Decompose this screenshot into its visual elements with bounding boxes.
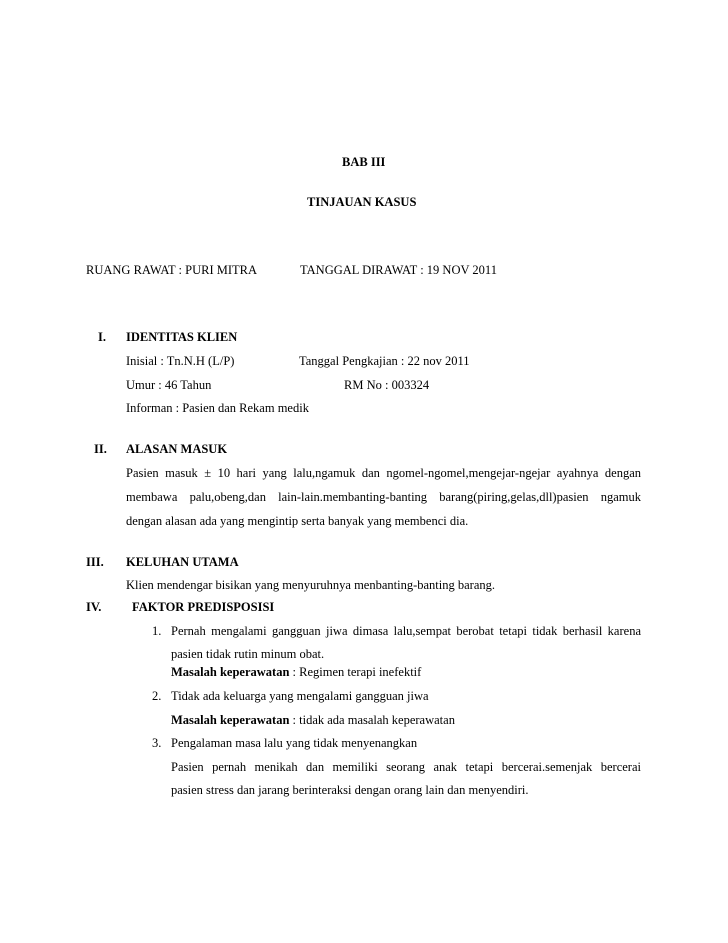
- chapter-label: BAB III: [342, 155, 386, 169]
- date-admitted-label: TANGGAL DIRAWAT : 19 NOV 2011: [300, 263, 497, 277]
- section-3-text: Klien mendengar bisikan yang menyuruhnya menbanting-banting barang.: [126, 578, 495, 592]
- section-4-numeral: IV.: [86, 600, 102, 614]
- initials-field: Inisial : Tn.N.H (L/P): [126, 354, 235, 368]
- age-field: Umur : 46 Tahun: [126, 378, 212, 392]
- list-item-1-line-1: Pernah mengalami gangguan jiwa dimasa lalu,sempat berobat tetapi tidak berhasil karena: [171, 624, 641, 638]
- section-2-line-3: dengan alasan ada yang mengintip serta banyak yang membenci dia.: [126, 514, 469, 528]
- list-item-number: 3.: [152, 736, 162, 750]
- section-2-numeral: II.: [94, 442, 107, 456]
- section-3-numeral: III.: [86, 555, 104, 569]
- section-2-line-1: Pasien masuk ± 10 hari yang lalu,ngamuk dan ngomel-ngomel,mengejar-ngejar ayahnya dengan: [126, 466, 641, 480]
- list-item-1-line-2: pasien tidak rutin minum obat.: [171, 647, 325, 661]
- list-item-3-line-2: Pasien pernah menikah dan memiliki seorang anak tetapi bercerai.semenjak bercerai: [171, 760, 641, 774]
- rm-number-field: RM No : 003324: [344, 378, 430, 392]
- problem-value: : tidak ada masalah keperawatan: [289, 713, 455, 727]
- section-1-heading: IDENTITAS KLIEN: [126, 330, 238, 344]
- problem-label: Masalah keperawatan: [171, 665, 290, 679]
- section-4-heading: FAKTOR PREDISPOSISI: [132, 600, 275, 614]
- section-2-heading: ALASAN MASUK: [126, 442, 228, 456]
- assessment-date-field: Tanggal Pengkajian : 22 nov 2011: [299, 354, 470, 368]
- list-item-2-problem: [171, 712, 455, 728]
- list-item-number: 1.: [152, 624, 162, 638]
- list-item-3-line-3: pasien stress dan jarang berinteraksi dengan orang lain dan menyendiri.: [171, 783, 529, 797]
- section-2-line-2: membawa palu,obeng,dan lain-lain.membanting-banting barang(piring,gelas,dll)pasien ngamuk: [126, 490, 641, 504]
- list-item-2-line-1: Tidak ada keluarga yang mengalami gangguan jiwa: [171, 689, 429, 703]
- problem-value: : Regimen terapi inefektif: [289, 665, 422, 679]
- list-item-number: 2.: [152, 689, 162, 703]
- page-title: TINJAUAN KASUS: [307, 195, 417, 209]
- problem-label: Masalah keperawatan: [171, 713, 290, 727]
- ward-label: RUANG RAWAT : PURI MITRA: [86, 263, 258, 277]
- list-item-1-problem: [171, 664, 421, 680]
- section-3-heading: KELUHAN UTAMA: [126, 555, 239, 569]
- section-1-numeral: I.: [98, 330, 106, 344]
- informant-field: Informan : Pasien dan Rekam medik: [126, 401, 309, 415]
- list-item-3-line-1: Pengalaman masa lalu yang tidak menyenangkan: [171, 736, 418, 750]
